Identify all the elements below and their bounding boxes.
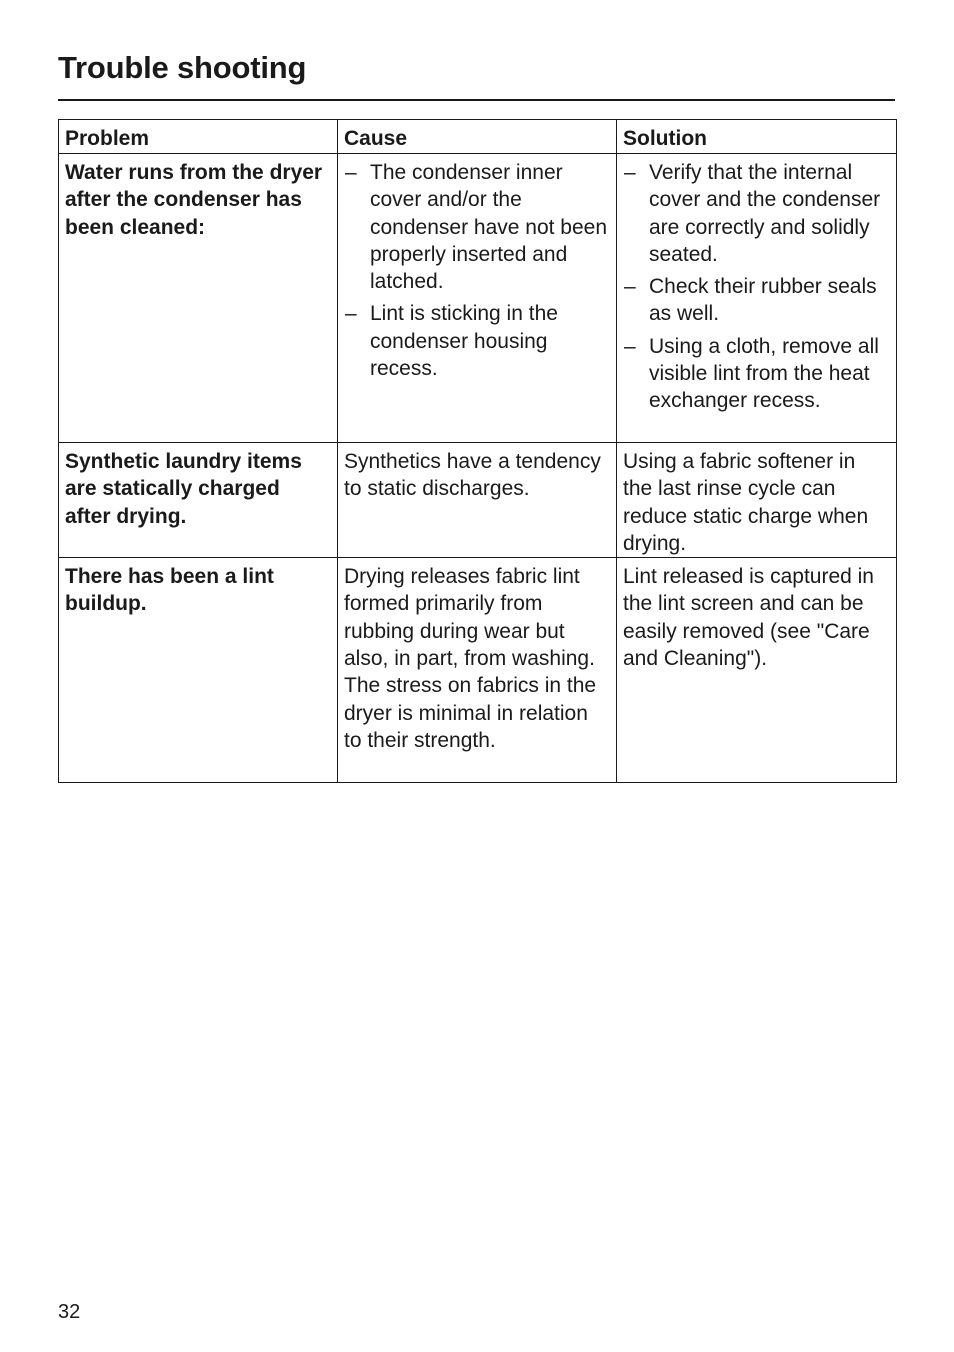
- problem-cell: There has been a lint buildup.: [59, 558, 338, 783]
- list-item: – The condenser inner cover and/or the condenser have not been properly inserted and latched.: [344, 159, 610, 295]
- page-number: 32: [58, 1301, 81, 1323]
- solution-cell: Lint released is captured in the lint screen and can be easily removed (see "Care and Cleaning").: [617, 558, 897, 783]
- solution-list: [623, 159, 890, 415]
- table-row: [59, 443, 897, 558]
- list-item: – Using a cloth, remove all visible lint from the heat exchanger recess.: [623, 333, 890, 415]
- title-divider: [58, 99, 895, 101]
- table-row: [59, 558, 897, 783]
- header-problem: Problem: [59, 120, 338, 154]
- cause-list: [344, 159, 610, 382]
- header-solution: Solution: [617, 120, 897, 154]
- troubleshooting-table: [58, 119, 897, 783]
- list-item: – Verify that the internal cover and the condenser are correctly and solidly seated.: [623, 159, 890, 268]
- table-row: [59, 154, 897, 443]
- cause-cell: Synthetics have a tendency to static discharges.: [338, 443, 617, 558]
- list-item: – Lint is sticking in the condenser housing recess.: [344, 300, 610, 382]
- problem-cell: Water runs from the dryer after the condenser has been cleaned:: [59, 154, 338, 443]
- cause-cell: Drying releases fabric lint formed primarily from rubbing during wear but also, in part, from washing. The stress on fabrics in the dryer is minimal in relation to their strength.: [338, 558, 617, 783]
- table-header-row: [59, 120, 897, 154]
- solution-cell: [617, 154, 897, 443]
- list-item: – Check their rubber seals as well.: [623, 273, 890, 328]
- page-title: Trouble shooting: [58, 50, 307, 85]
- cause-cell: [338, 154, 617, 443]
- problem-cell: Synthetic laundry items are statically charged after drying.: [59, 443, 338, 558]
- header-cause: Cause: [338, 120, 617, 154]
- solution-cell: Using a fabric softener in the last rinse cycle can reduce static charge when drying.: [617, 443, 897, 558]
